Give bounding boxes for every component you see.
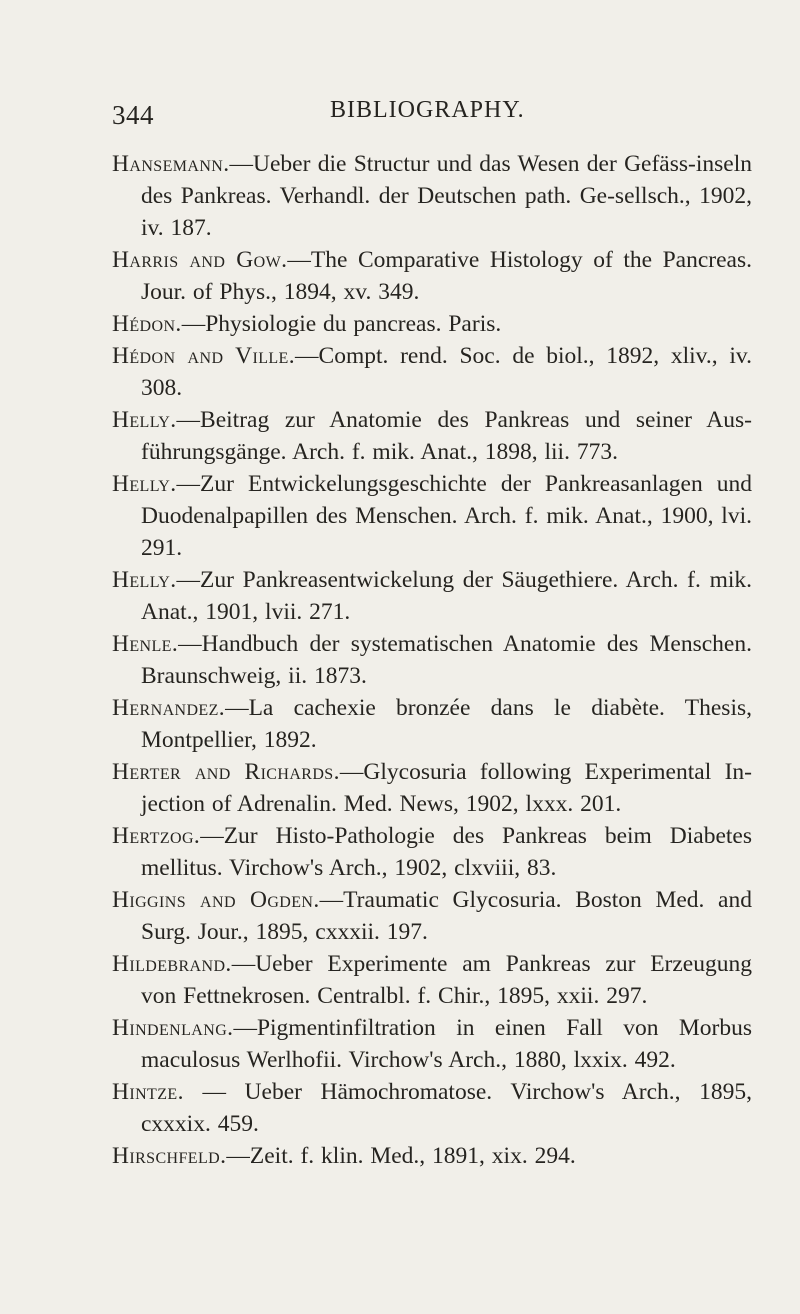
entry-author: Hédon. (112, 311, 182, 337)
entry-text: —Physiologie du pancreas. Paris. (181, 311, 502, 337)
entry-text: —Handbuch der systematischen Anatomie des Menschen. Braunschweig, ii. 1873. (141, 631, 752, 689)
entry-author: Hertzog. (112, 823, 201, 849)
bibliography-entry (112, 756, 752, 820)
entry-text: —Pigmentinfiltration in einen Fall von Morbus maculosus Werlhofii. Virchow's Arch., 1880, lxxix. 492. (141, 1015, 752, 1073)
entry-author: Hernandez. (112, 695, 226, 721)
entry-author: Hansemann. (112, 151, 230, 177)
entry-author: Helly. (112, 567, 177, 593)
entry-text: —Ueber die Structur und das Wesen der Gefäss-inseln des Pankreas. Verhandl. der Deutschen path. Ge-sellsch., 1902, iv. 187. (141, 151, 752, 241)
bibliography-entry (112, 820, 752, 884)
entry-author: Hildebrand. (112, 951, 232, 977)
entry-text: —Traumatic Glycosuria. Boston Med. and Surg. Jour., 1895, cxxxii. 197. (141, 887, 752, 945)
entry-author: Herter and Richards. (112, 759, 340, 785)
bibliography-entry (112, 404, 752, 468)
entry-text: —Glycosuria following Experimental In-jection of Adrenalin. Med. News, 1902, lxxx. 201. (141, 759, 753, 817)
entry-text: —The Comparative Histology of the Pancreas. Jour. of Phys., 1894, xv. 349. (141, 247, 752, 305)
bibliography-entry (112, 148, 752, 244)
bibliography-entry (112, 244, 752, 308)
entry-author: Hintze. (112, 1079, 184, 1105)
bibliography-entry (112, 948, 752, 1012)
entry-author: Hindenlang. (112, 1015, 234, 1041)
entry-text: —La cachexie bronzée dans le diabète. Thesis, Montpellier, 1892. (141, 695, 752, 753)
entry-author: Higgins and Ogden. (112, 887, 320, 913)
bibliography-entry (112, 1012, 752, 1076)
entry-text: —Zur Entwickelungsgeschichte der Pankreasanlagen und Duodenalpapillen des Menschen. Arch. f. mik. Anat., 1900, lvi. 291. (141, 471, 752, 561)
bibliography-entry (112, 564, 752, 628)
bibliography-entry (112, 468, 752, 564)
entry-author: Helly. (112, 471, 177, 497)
bibliography-entry (112, 1140, 752, 1172)
page-number: 344 (112, 100, 154, 130)
entry-text: —Zur Pankreasentwickelung der Säugethiere. Arch. f. mik. Anat., 1901, lvii. 271. (141, 567, 752, 625)
entry-author: Hirschfeld. (112, 1143, 227, 1169)
entry-text: —Zur Histo-Pathologie des Pankreas beim Diabetes mellitus. Virchow's Arch., 1902, clxviii, 83. (141, 823, 752, 881)
entry-text: —Beitrag zur Anatomie des Pankreas und seiner Aus-führungsgänge. Arch. f. mik. Anat., 1898, lii. 773. (141, 407, 752, 465)
bibliography-entry (112, 884, 752, 948)
bibliography-entry (112, 340, 752, 404)
entry-author: Henle. (112, 631, 179, 657)
bibliography-entry (112, 628, 752, 692)
entry-text: —Zeit. f. klin. Med., 1891, xix. 294. (226, 1143, 576, 1169)
running-head: BIBLIOGRAPHY. (330, 97, 525, 123)
bibliography-entry (112, 308, 752, 340)
entry-text: —Ueber Experimente am Pankreas zur Erzeugung von Fettnekrosen. Centralbl. f. Chir., 1895, xxii. 297. (141, 951, 752, 1009)
bibliography-entry (112, 1076, 752, 1140)
entry-author: Hédon and Ville. (112, 343, 296, 369)
entry-text: — Ueber Hämochromatose. Virchow's Arch., 1895, cxxxix. 459. (141, 1079, 752, 1137)
bibliography-list (112, 148, 752, 1172)
entry-author: Helly. (112, 407, 177, 433)
entry-author: Harris and Gow. (112, 247, 288, 273)
entry-text: —Compt. rend. Soc. de biol., 1892, xliv., iv. 308. (141, 343, 753, 401)
bibliography-entry (112, 692, 752, 756)
